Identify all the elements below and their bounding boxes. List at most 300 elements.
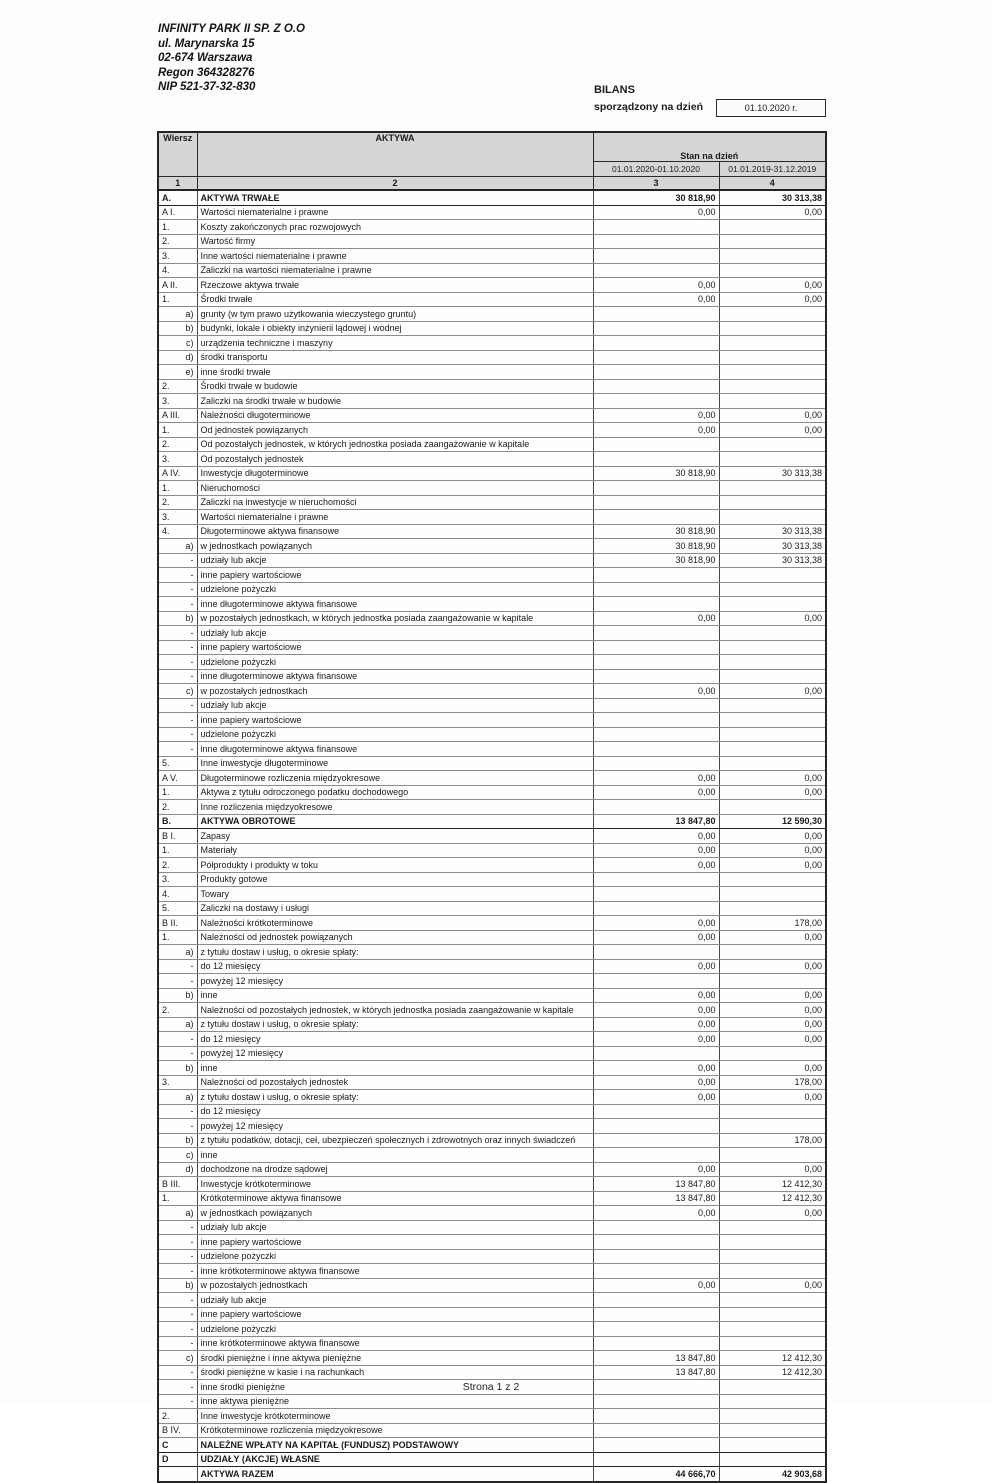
row-label-cell: Długoterminowe aktywa finansowe bbox=[197, 524, 593, 539]
table-row bbox=[158, 350, 826, 365]
table-row bbox=[158, 510, 826, 525]
value-prior-period-cell bbox=[719, 1046, 826, 1061]
row-label-cell: Towary bbox=[197, 887, 593, 902]
table-row bbox=[158, 1061, 826, 1076]
table-row bbox=[158, 930, 826, 945]
row-number-cell: B IV. bbox=[158, 1423, 197, 1438]
value-prior-period-cell bbox=[719, 1438, 826, 1453]
value-current-period-cell bbox=[593, 394, 719, 409]
value-current-period-cell bbox=[593, 379, 719, 394]
table-row bbox=[158, 437, 826, 452]
row-label-cell: Inne wartości niematerialne i prawne bbox=[197, 249, 593, 264]
table-row bbox=[158, 1249, 826, 1264]
table-row bbox=[158, 1394, 826, 1409]
table-row bbox=[158, 1322, 826, 1337]
value-prior-period-cell bbox=[719, 974, 826, 989]
row-number-cell: 2. bbox=[158, 495, 197, 510]
row-number-cell bbox=[158, 1467, 197, 1482]
table-row bbox=[158, 408, 826, 423]
row-label-cell: inne długoterminowe aktywa finansowe bbox=[197, 742, 593, 757]
value-current-period-cell: 0,00 bbox=[593, 1003, 719, 1018]
row-label-cell: inne krótkoterminowe aktywa finansowe bbox=[197, 1264, 593, 1279]
value-current-period-cell: 0,00 bbox=[593, 930, 719, 945]
value-prior-period-cell: 0,00 bbox=[719, 785, 826, 800]
row-label-cell: inne środki pieniężne bbox=[197, 1380, 593, 1395]
row-label-cell: inne papiery wartościowe bbox=[197, 713, 593, 728]
row-label-cell: inne krótkoterminowe aktywa finansowe bbox=[197, 1336, 593, 1351]
value-current-period-cell: 0,00 bbox=[593, 988, 719, 1003]
value-prior-period-cell bbox=[719, 263, 826, 278]
table-row bbox=[158, 1133, 826, 1148]
table-row bbox=[158, 655, 826, 670]
table-row bbox=[158, 1452, 826, 1467]
value-prior-period-cell bbox=[719, 220, 826, 235]
value-prior-period-cell bbox=[719, 1452, 826, 1467]
value-current-period-cell bbox=[593, 1438, 719, 1453]
row-label-cell: w jednostkach powiązanych bbox=[197, 539, 593, 554]
row-number-cell: 4. bbox=[158, 524, 197, 539]
value-current-period-cell bbox=[593, 1322, 719, 1337]
value-prior-period-cell bbox=[719, 1119, 826, 1134]
row-number-cell: 4. bbox=[158, 263, 197, 278]
value-prior-period-cell: 12 412,30 bbox=[719, 1365, 826, 1380]
row-number-cell: B I. bbox=[158, 829, 197, 844]
value-current-period-cell: 0,00 bbox=[593, 1032, 719, 1047]
value-prior-period-cell bbox=[719, 756, 826, 771]
row-label-cell: Zapasy bbox=[197, 829, 593, 844]
value-prior-period-cell: 0,00 bbox=[719, 1017, 826, 1032]
value-current-period-cell bbox=[593, 263, 719, 278]
row-label-cell: Półprodukty i produkty w toku bbox=[197, 858, 593, 873]
table-row bbox=[158, 278, 826, 293]
value-prior-period-cell: 0,00 bbox=[719, 988, 826, 1003]
value-prior-period-cell bbox=[719, 945, 826, 960]
row-label-cell: Od pozostałych jednostek, w których jednostka posiada zaangażowanie w kapitale bbox=[197, 437, 593, 452]
row-number-cell: 1. bbox=[158, 1191, 197, 1206]
table-row bbox=[158, 727, 826, 742]
row-label-cell: Wartość firmy bbox=[197, 234, 593, 249]
value-current-period-cell: 0,00 bbox=[593, 829, 719, 844]
value-prior-period-cell bbox=[719, 1235, 826, 1250]
row-label-cell: z tytułu dostaw i usług, o okresie spłaty: bbox=[197, 945, 593, 960]
table-row bbox=[158, 452, 826, 467]
value-current-period-cell: 0,00 bbox=[593, 785, 719, 800]
table-row bbox=[158, 1003, 826, 1018]
value-prior-period-cell bbox=[719, 640, 826, 655]
row-label-cell: w pozostałych jednostkach bbox=[197, 684, 593, 699]
value-current-period-cell: 30 818,90 bbox=[593, 553, 719, 568]
table-row bbox=[158, 640, 826, 655]
table-row bbox=[158, 1119, 826, 1134]
row-label-cell: inne papiery wartościowe bbox=[197, 640, 593, 655]
row-number-cell: - bbox=[158, 553, 197, 568]
row-label-cell: w pozostałych jednostkach bbox=[197, 1278, 593, 1293]
table-row bbox=[158, 1075, 826, 1090]
row-number-cell: - bbox=[158, 974, 197, 989]
row-label-cell: środki transportu bbox=[197, 350, 593, 365]
value-current-period-cell bbox=[593, 350, 719, 365]
row-label-cell: grunty (w tym prawo użytkowania wieczystego gruntu) bbox=[197, 307, 593, 322]
row-number-cell: - bbox=[158, 1235, 197, 1250]
value-prior-period-cell bbox=[719, 1104, 826, 1119]
row-number-cell: - bbox=[158, 959, 197, 974]
row-number-cell: 2. bbox=[158, 234, 197, 249]
row-number-cell: d) bbox=[158, 350, 197, 365]
table-row bbox=[158, 959, 826, 974]
row-label-cell: udziały lub akcje bbox=[197, 1220, 593, 1235]
table-row bbox=[158, 771, 826, 786]
value-current-period-cell: 30 818,90 bbox=[593, 466, 719, 481]
table-row bbox=[158, 858, 826, 873]
value-prior-period-cell: 0,00 bbox=[719, 684, 826, 699]
value-prior-period-cell: 12 590,30 bbox=[719, 814, 826, 829]
value-prior-period-cell bbox=[719, 1293, 826, 1308]
value-prior-period-cell: 178,00 bbox=[719, 1075, 826, 1090]
value-current-period-cell bbox=[593, 974, 719, 989]
table-row bbox=[158, 1365, 826, 1380]
row-number-cell: 3. bbox=[158, 452, 197, 467]
header-row-numbers bbox=[158, 177, 826, 191]
report-subtitle: sporządzony na dzień bbox=[594, 101, 704, 113]
table-row bbox=[158, 1017, 826, 1032]
value-current-period-cell bbox=[593, 1220, 719, 1235]
value-current-period-cell: 0,00 bbox=[593, 423, 719, 438]
table-row bbox=[158, 539, 826, 554]
table-row bbox=[158, 568, 826, 583]
row-label-cell: z tytułu dostaw i usług, o okresie spłaty: bbox=[197, 1090, 593, 1105]
table-row bbox=[158, 626, 826, 641]
value-current-period-cell bbox=[593, 1046, 719, 1061]
row-number-cell: c) bbox=[158, 684, 197, 699]
value-prior-period-cell: 178,00 bbox=[719, 916, 826, 931]
table-row bbox=[158, 872, 826, 887]
table-row bbox=[158, 1336, 826, 1351]
row-label-cell: udziały lub akcje bbox=[197, 698, 593, 713]
row-number-cell: - bbox=[158, 1032, 197, 1047]
table-row bbox=[158, 1293, 826, 1308]
row-label-cell: do 12 miesięcy bbox=[197, 959, 593, 974]
table-row bbox=[158, 611, 826, 626]
value-prior-period-cell bbox=[719, 887, 826, 902]
value-current-period-cell bbox=[593, 510, 719, 525]
table-row bbox=[158, 916, 826, 931]
value-current-period-cell bbox=[593, 1452, 719, 1467]
value-prior-period-cell bbox=[719, 1220, 826, 1235]
row-label-cell: NALEŻNE WPŁATY NA KAPITAŁ (FUNDUSZ) PODSTAWOWY bbox=[197, 1438, 593, 1453]
value-current-period-cell: 0,00 bbox=[593, 1090, 719, 1105]
row-number-cell: - bbox=[158, 1264, 197, 1279]
row-label-cell: inne środki trwałe bbox=[197, 365, 593, 380]
row-label-cell: Produkty gotowe bbox=[197, 872, 593, 887]
value-prior-period-cell bbox=[719, 597, 826, 612]
row-label-cell: udziały lub akcje bbox=[197, 626, 593, 641]
table-row bbox=[158, 495, 826, 510]
table-row bbox=[158, 800, 826, 815]
value-current-period-cell bbox=[593, 887, 719, 902]
row-number-cell: 1. bbox=[158, 292, 197, 307]
row-number-cell: a) bbox=[158, 1090, 197, 1105]
value-prior-period-cell bbox=[719, 1336, 826, 1351]
value-prior-period-cell: 12 412,30 bbox=[719, 1177, 826, 1192]
row-label-cell: inne papiery wartościowe bbox=[197, 1235, 593, 1250]
row-number-cell: - bbox=[158, 713, 197, 728]
table-row bbox=[158, 263, 826, 278]
row-label-cell: inne długoterminowe aktywa finansowe bbox=[197, 669, 593, 684]
value-current-period-cell bbox=[593, 1336, 719, 1351]
row-number-cell: b) bbox=[158, 1278, 197, 1293]
value-current-period-cell: 44 666,70 bbox=[593, 1467, 719, 1482]
value-current-period-cell bbox=[593, 1119, 719, 1134]
value-current-period-cell bbox=[593, 756, 719, 771]
table-row bbox=[158, 1206, 826, 1221]
value-current-period-cell bbox=[593, 698, 719, 713]
row-number-cell: A II. bbox=[158, 278, 197, 293]
row-label-cell: Należności długoterminowe bbox=[197, 408, 593, 423]
value-prior-period-cell: 0,00 bbox=[719, 1090, 826, 1105]
value-prior-period-cell: 12 412,30 bbox=[719, 1191, 826, 1206]
table-row bbox=[158, 553, 826, 568]
row-label-cell: w pozostałych jednostkach, w których jednostka posiada zaangażowanie w kapitale bbox=[197, 611, 593, 626]
row-number-cell: - bbox=[158, 1046, 197, 1061]
row-label-cell: do 12 miesięcy bbox=[197, 1104, 593, 1119]
value-prior-period-cell: 0,00 bbox=[719, 423, 826, 438]
value-current-period-cell: 0,00 bbox=[593, 1206, 719, 1221]
row-number-cell: 1. bbox=[158, 220, 197, 235]
row-label-cell: udzielone pożyczki bbox=[197, 727, 593, 742]
row-label-cell: Inne inwestycje krótkoterminowe bbox=[197, 1409, 593, 1424]
row-number-cell: 2. bbox=[158, 800, 197, 815]
value-current-period-cell bbox=[593, 872, 719, 887]
value-prior-period-cell bbox=[719, 901, 826, 916]
row-label-cell: udziały lub akcje bbox=[197, 1293, 593, 1308]
row-number-cell: 1. bbox=[158, 423, 197, 438]
table-row bbox=[158, 524, 826, 539]
row-number-cell: A IV. bbox=[158, 466, 197, 481]
value-prior-period-cell bbox=[719, 234, 826, 249]
row-number-cell: 1. bbox=[158, 843, 197, 858]
row-number-cell: - bbox=[158, 1380, 197, 1395]
value-current-period-cell bbox=[593, 727, 719, 742]
value-prior-period-cell bbox=[719, 321, 826, 336]
value-prior-period-cell bbox=[719, 1249, 826, 1264]
value-prior-period-cell bbox=[719, 582, 826, 597]
company-regon: Regon 364328276 bbox=[158, 66, 255, 79]
value-prior-period-cell bbox=[719, 727, 826, 742]
column-header-aktywa: AKTYWA bbox=[197, 132, 593, 177]
value-current-period-cell: 30 818,90 bbox=[593, 539, 719, 554]
column-number-4: 4 bbox=[719, 177, 826, 191]
value-current-period-cell: 13 847,80 bbox=[593, 814, 719, 829]
report-date-box bbox=[716, 99, 826, 117]
value-prior-period-cell bbox=[719, 350, 826, 365]
row-number-cell: - bbox=[158, 626, 197, 641]
table-row bbox=[158, 684, 826, 699]
row-number-cell: - bbox=[158, 1336, 197, 1351]
company-city: 02-674 Warszawa bbox=[158, 52, 253, 65]
value-current-period-cell: 13 847,80 bbox=[593, 1191, 719, 1206]
row-number-cell: 2. bbox=[158, 858, 197, 873]
value-current-period-cell bbox=[593, 452, 719, 467]
value-current-period-cell bbox=[593, 1307, 719, 1322]
table-row bbox=[158, 220, 826, 235]
row-label-cell: udzielone pożyczki bbox=[197, 1249, 593, 1264]
value-current-period-cell: 0,00 bbox=[593, 292, 719, 307]
row-label-cell: inne bbox=[197, 1061, 593, 1076]
value-prior-period-cell: 30 313,38 bbox=[719, 539, 826, 554]
value-current-period-cell: 13 847,80 bbox=[593, 1351, 719, 1366]
row-number-cell: b) bbox=[158, 611, 197, 626]
row-label-cell: z tytułu dostaw i usług, o okresie spłaty: bbox=[197, 1017, 593, 1032]
row-label-cell: Inne inwestycje długoterminowe bbox=[197, 756, 593, 771]
value-prior-period-cell bbox=[719, 742, 826, 757]
table-row bbox=[158, 394, 826, 409]
row-number-cell: 5. bbox=[158, 901, 197, 916]
row-number-cell: c) bbox=[158, 1351, 197, 1366]
value-prior-period-cell bbox=[719, 379, 826, 394]
value-current-period-cell bbox=[593, 321, 719, 336]
value-prior-period-cell bbox=[719, 336, 826, 351]
row-number-cell: 3. bbox=[158, 249, 197, 264]
row-label-cell: budynki, lokale i obiekty inżynierii lądowej i wodnej bbox=[197, 321, 593, 336]
row-number-cell: 2. bbox=[158, 1409, 197, 1424]
value-current-period-cell bbox=[593, 437, 719, 452]
row-number-cell: b) bbox=[158, 321, 197, 336]
page-footer: Strona 1 z 2 bbox=[462, 1381, 520, 1393]
row-label-cell: inne papiery wartościowe bbox=[197, 1307, 593, 1322]
row-label-cell: Nieruchomości bbox=[197, 481, 593, 496]
row-number-cell: B. bbox=[158, 814, 197, 829]
value-current-period-cell: 0,00 bbox=[593, 1061, 719, 1076]
table-row bbox=[158, 597, 826, 612]
column-header-wiersz: Wiersz bbox=[158, 132, 197, 177]
period-prior-header: 01.01.2019-31.12.2019 bbox=[719, 162, 826, 177]
row-label-cell: inne długoterminowe aktywa finansowe bbox=[197, 597, 593, 612]
value-current-period-cell bbox=[593, 597, 719, 612]
value-prior-period-cell bbox=[719, 1307, 826, 1322]
value-prior-period-cell: 0,00 bbox=[719, 1162, 826, 1177]
row-number-cell: c) bbox=[158, 336, 197, 351]
row-number-cell: - bbox=[158, 1104, 197, 1119]
row-label-cell: Wartości niematerialne i prawne bbox=[197, 205, 593, 220]
row-number-cell: - bbox=[158, 597, 197, 612]
value-current-period-cell bbox=[593, 640, 719, 655]
table-row bbox=[158, 829, 826, 844]
row-number-cell: a) bbox=[158, 539, 197, 554]
row-label-cell: dochodzone na drodze sądowej bbox=[197, 1162, 593, 1177]
table-row bbox=[158, 901, 826, 916]
table-row bbox=[158, 1104, 826, 1119]
row-label-cell: Środki trwałe w budowie bbox=[197, 379, 593, 394]
row-label-cell: z tytułu podatków, dotacji, ceł, ubezpieczeń społecznych i zdrowotnych oraz innych świadczeń bbox=[197, 1133, 593, 1148]
row-label-cell: środki pieniężne i inne aktywa pieniężne bbox=[197, 1351, 593, 1366]
value-prior-period-cell bbox=[719, 568, 826, 583]
row-number-cell: - bbox=[158, 727, 197, 742]
row-number-cell: - bbox=[158, 1293, 197, 1308]
value-prior-period-cell: 30 313,38 bbox=[719, 190, 826, 205]
value-current-period-cell bbox=[593, 495, 719, 510]
row-number-cell: 5. bbox=[158, 756, 197, 771]
value-current-period-cell bbox=[593, 1423, 719, 1438]
value-prior-period-cell bbox=[719, 1409, 826, 1424]
company-nip: NIP 521-37-32-830 bbox=[158, 81, 256, 94]
value-prior-period-cell bbox=[719, 1322, 826, 1337]
row-label-cell: Inwestycje długoterminowe bbox=[197, 466, 593, 481]
value-prior-period-cell bbox=[719, 437, 826, 452]
row-number-cell: - bbox=[158, 568, 197, 583]
table-body bbox=[158, 190, 826, 1482]
row-number-cell: 1. bbox=[158, 785, 197, 800]
row-label-cell: Inwestycje krótkoterminowe bbox=[197, 1177, 593, 1192]
row-label-cell: Inne rozliczenia międzyokresowe bbox=[197, 800, 593, 815]
table-row bbox=[158, 1177, 826, 1192]
value-prior-period-cell bbox=[719, 394, 826, 409]
row-label-cell: Zaliczki na inwestycje w nieruchomości bbox=[197, 495, 593, 510]
table-row bbox=[158, 1467, 826, 1482]
table-row bbox=[158, 205, 826, 220]
row-label-cell: AKTYWA OBROTOWE bbox=[197, 814, 593, 829]
value-current-period-cell bbox=[593, 742, 719, 757]
value-prior-period-cell bbox=[719, 452, 826, 467]
row-label-cell: Zaliczki na dostawy i usługi bbox=[197, 901, 593, 916]
value-prior-period-cell bbox=[719, 1394, 826, 1409]
row-label-cell: inne papiery wartościowe bbox=[197, 568, 593, 583]
report-title: BILANS bbox=[594, 84, 635, 96]
value-current-period-cell bbox=[593, 1293, 719, 1308]
value-prior-period-cell: 0,00 bbox=[719, 1061, 826, 1076]
table-row bbox=[158, 1423, 826, 1438]
value-prior-period-cell bbox=[719, 495, 826, 510]
row-label-cell: Materiały bbox=[197, 843, 593, 858]
table-row bbox=[158, 365, 826, 380]
value-current-period-cell: 0,00 bbox=[593, 278, 719, 293]
value-current-period-cell: 0,00 bbox=[593, 205, 719, 220]
table-row bbox=[158, 1162, 826, 1177]
report-date: 01.10.2020 r. bbox=[744, 103, 798, 113]
value-current-period-cell: 0,00 bbox=[593, 684, 719, 699]
value-prior-period-cell: 0,00 bbox=[719, 1278, 826, 1293]
value-prior-period-cell: 0,00 bbox=[719, 829, 826, 844]
table-row bbox=[158, 742, 826, 757]
row-label-cell: udzielone pożyczki bbox=[197, 1322, 593, 1337]
row-number-cell: b) bbox=[158, 988, 197, 1003]
value-current-period-cell bbox=[593, 1394, 719, 1409]
value-prior-period-cell bbox=[719, 698, 826, 713]
table-row bbox=[158, 945, 826, 960]
value-current-period-cell: 0,00 bbox=[593, 959, 719, 974]
table-row bbox=[158, 1278, 826, 1293]
table-row bbox=[158, 481, 826, 496]
row-label-cell: inne aktywa pieniężne bbox=[197, 1394, 593, 1409]
value-current-period-cell bbox=[593, 713, 719, 728]
value-prior-period-cell: 30 313,38 bbox=[719, 553, 826, 568]
value-prior-period-cell: 0,00 bbox=[719, 611, 826, 626]
table-row bbox=[158, 1191, 826, 1206]
row-number-cell: 2. bbox=[158, 437, 197, 452]
value-prior-period-cell bbox=[719, 872, 826, 887]
value-current-period-cell: 0,00 bbox=[593, 1162, 719, 1177]
row-label-cell: Należności krótkoterminowe bbox=[197, 916, 593, 931]
table-row bbox=[158, 249, 826, 264]
row-number-cell: 3. bbox=[158, 872, 197, 887]
value-current-period-cell bbox=[593, 1249, 719, 1264]
company-name: INFINITY PARK II SP. Z O.O bbox=[158, 23, 305, 35]
value-current-period-cell: 0,00 bbox=[593, 858, 719, 873]
value-current-period-cell bbox=[593, 481, 719, 496]
table-row bbox=[158, 379, 826, 394]
table-row bbox=[158, 234, 826, 249]
value-prior-period-cell: 0,00 bbox=[719, 843, 826, 858]
table-row bbox=[158, 423, 826, 438]
